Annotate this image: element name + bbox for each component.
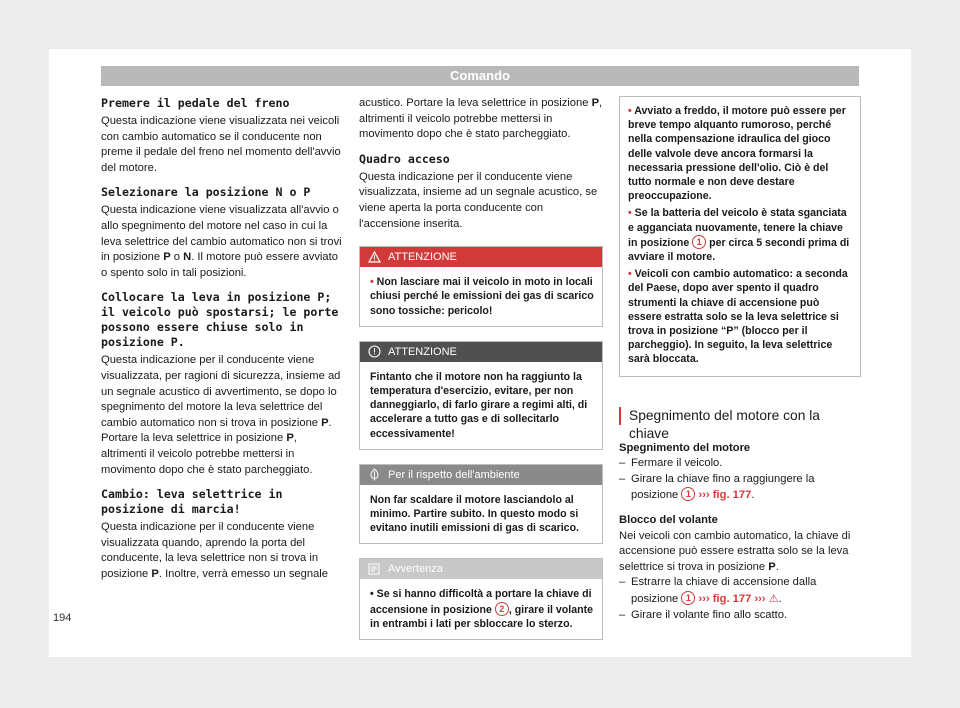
note-box-continued — [619, 96, 861, 377]
bullet-automatic: • Veicoli con cambio automatico: a seconda del Paese, dopo aver spento il quadro strumenti la chiave di accensione può essere estratta solo se la leva selettrice si trova in posizione “P” (blocco per il parcheggio). In seguito, la leva selettrice sarà bloccata. — [628, 268, 848, 366]
column-middle — [359, 96, 603, 652]
step-turn-key: – Girare la chiave fino a raggiungere la posizione 1 ››› fig. 177. — [619, 472, 815, 502]
warning-title: ATTENZIONE — [388, 251, 457, 264]
subheading-engine-off: Spegnimento del motore — [619, 441, 751, 454]
caution-text: Fintanto che il motore non ha raggiunto la temperatura d'esercizio, evitare, per non danneggiarlo, di farlo girare a regimi alti, di accelerare a tutto gas e di sollecitarlo eccessivamente! — [370, 370, 588, 440]
warning-box-exhaust — [359, 246, 603, 327]
chapter-header: Comando — [101, 66, 859, 86]
heading-lever-to-p: Collocare la leva in posizione P; il veicolo può spostarsi; le porte possono essere chiuse solo in posizione P. — [101, 290, 339, 350]
caution-title: ATTENZIONE — [388, 345, 457, 358]
paragraph-gear-warning: Questa indicazione per il conducente viene visualizzata quando, aprendo la porta del conducente, la leva selettrice non si trova in posizione P. Inoltre, verrà emesso un segnale — [101, 521, 329, 580]
subheading-steering-lock: Blocco del volante — [619, 514, 718, 527]
warning-text: • Non lasciare mai il veicolo in moto in locali chiusi perché le emissioni dei gas di scarico sono tossiche: pericolo! — [370, 276, 594, 317]
position-1-marker: 1 — [681, 487, 695, 501]
bullet-cold-start: • Avviato a freddo, il motore può essere per breve tempo alquanto rumoroso, perché nella compensazione idraulica del gioco delle valvole deve ancora formarsi la necessaria pressione dell'olio. Ciò è del tutto normale e non deve destare preoccupazione. — [628, 105, 846, 203]
environment-box — [359, 464, 603, 545]
position-2-marker: 2 — [495, 602, 509, 616]
manual-page — [49, 49, 911, 657]
caution-circle-icon — [366, 345, 382, 358]
note-title: Avvertenza — [388, 563, 443, 576]
step-stop-vehicle: – Fermare il veicolo. — [619, 457, 723, 470]
heading-select-position: Selezionare la posizione N o P — [101, 185, 311, 200]
step-remove-key: – Estrarre la chiave di accensione dalla posizione 1 ››› fig. 177 ››› ⚠. — [619, 576, 817, 605]
environment-text: Non far scaldare il motore lasciandolo al minimo. Partire subito. In questo modo si evitano inutili emissioni di gas di scarico. — [370, 493, 579, 535]
step-turn-wheel: – Girare il volante fino allo scatto. — [619, 608, 788, 621]
figure-reference-link[interactable]: ››› fig. 177 ››› — [698, 593, 766, 605]
position-1-marker: 1 — [692, 235, 706, 249]
position-1-marker: 1 — [681, 591, 695, 605]
paragraph-continued: acustico. Portare la leva selettrice in posizione P, altrimenti il veicolo potrebbe mettersi in movimento dopo che è stato parcheggiato. — [359, 97, 603, 141]
heading-brake-pedal: Premere il pedale del freno — [101, 96, 290, 110]
column-left — [101, 96, 345, 591]
heading-ignition-on: Quadro acceso — [359, 151, 450, 166]
paragraph-brake-pedal: Questa indicazione viene visualizzata nei veicoli con cambio automatico se il conducente non preme il pedale del freno nel momento dell'avvio del motore. — [101, 115, 341, 174]
warning-triangle-icon: ⚠ — [768, 593, 779, 605]
warning-triangle-icon — [366, 251, 382, 263]
column-right — [619, 96, 861, 623]
caution-box-engine — [359, 341, 603, 450]
figure-reference-link[interactable]: ››› fig. 177 — [698, 489, 752, 502]
section-title: Spegnimento del motore con la chiave — [619, 407, 861, 425]
note-text: • Se si hanno difficoltà a portare la chiave di accensione in posizione 2 , girare il volante in entrambi i lati per sbloccare lo sterzo. — [370, 588, 594, 630]
environment-title: Per il rispetto dell'ambiente — [388, 468, 520, 481]
paragraph-steering-lock: Nei veicoli con cambio automatico, la chiave di accensione può essere estratta solo se la leva selettrice si trova in posizione P. — [619, 529, 851, 573]
paragraph-lever-to-p: Questa indicazione per il conducente viene visualizzata, per ragioni di sicurezza, insieme ad un segnale acustico di avvertimento, se dopo lo spegnimento del motore la leva selettrice del cambio automatico non si trova in posizione P. Portare la leva selettrice in posizione P, altrimenti il veicolo potrebbe mettersi in movimento dopo che è stato parcheggiato. — [101, 354, 341, 476]
note-box — [359, 558, 603, 640]
note-icon — [366, 563, 382, 575]
paragraph-ignition-on: Questa indicazione per il conducente viene visualizzata, insieme ad un segnale acustico, se viene aperta la porta conducente con l'accensione inserita. — [359, 170, 598, 230]
leaf-icon — [366, 468, 382, 481]
paragraph-select-position: Questa indicazione viene visualizzata all'avvio o allo spegnimento del motore nel caso in cui la leva selettrice del cambio automatico non si trovi in posizione P o N. Il motore può essere avviato o spento solo in tali posizioni. — [101, 204, 342, 279]
heading-gear-warning: Cambio: leva selettrice in posizione di marcia! — [101, 487, 283, 517]
page-number: 194 — [53, 612, 72, 624]
bullet-battery: • Se la batteria del veicolo è stata sganciata e agganciata nuovamente, tenere la chiave in posizione 1 per circa 5 secondi prima di avviare il motore. — [628, 207, 850, 264]
